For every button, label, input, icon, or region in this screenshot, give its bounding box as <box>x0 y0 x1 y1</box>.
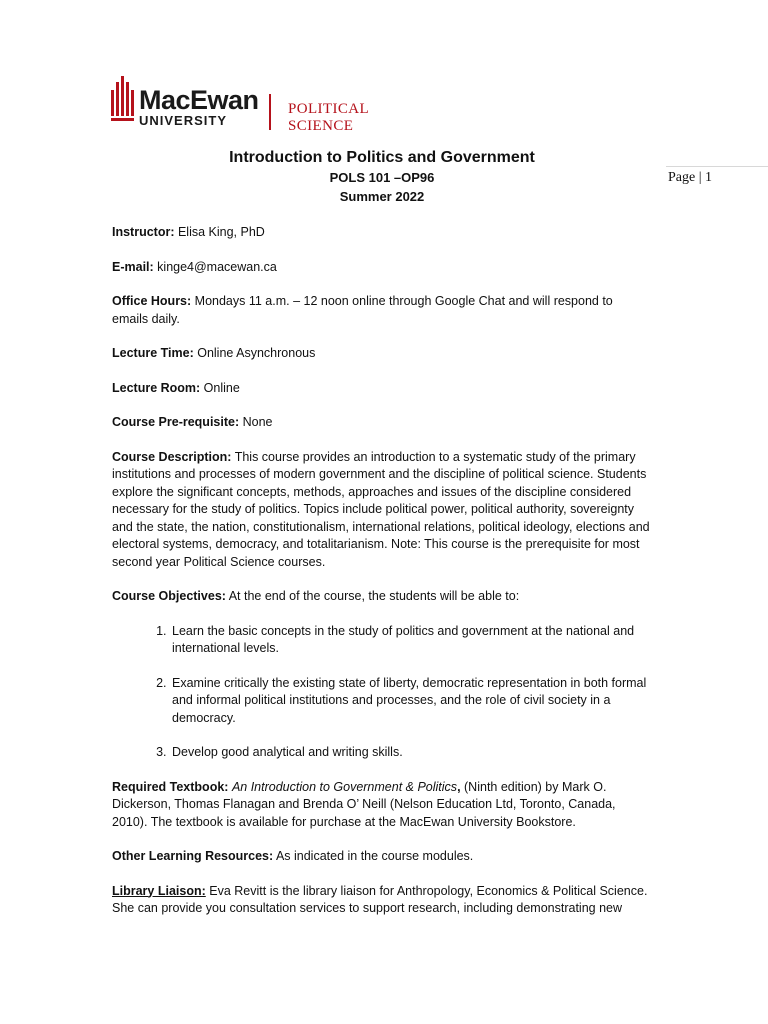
lecture-room-field <box>112 380 652 398</box>
description-field <box>112 449 652 572</box>
textbook-comma: , <box>457 779 461 794</box>
other-resources-label: Other Learning Resources: <box>112 849 274 863</box>
textbook-title: An Introduction to Government & Politics <box>231 779 458 794</box>
office-hours-label: Office Hours: <box>112 294 192 308</box>
description-value: This course provides an introduction to a systematic study of the primary institutions and processes of modern government and the discipline of political science. Students explore the significant concepts, methods, approaches and issues of the discipline considered necessary for the study of politics. Topics include political power, political authority, sovereignty and the state, the nation, constitutionalism, international relations, political ideology, elections and electoral systems, democracy, and totalitarianism. Note: This course is the prerequisite for most second year Political Science courses. <box>112 449 650 569</box>
list-item: 1. Learn the basic concepts in the study of politics and government at the national and international levels. <box>170 623 652 658</box>
objectives-list <box>112 623 652 762</box>
other-resources-field <box>112 848 652 866</box>
textbook-label: Required Textbook: <box>112 779 229 794</box>
logo-subtitle: UNIVERSITY <box>139 113 228 128</box>
textbook-details: (Ninth edition) by Mark O. Dickerson, Thomas Flanagan and Brenda O’ Neill (Nelson Education Ltd, Toronto, Canada, 2010). The textbook is available for purchase at the MacEwan University Bookstore. <box>112 779 616 829</box>
lecture-room-label: Lecture Room: <box>112 380 201 395</box>
course-term: Summer 2022 <box>339 189 425 204</box>
lecture-time-value: Online Asynchronous <box>193 346 316 360</box>
page-number: Page | 1 <box>668 170 713 185</box>
email-field <box>112 259 652 277</box>
office-hours-value: Mondays 11 a.m. – 12 noon online through Google Chat and will respond to emails daily. <box>112 294 613 326</box>
instructor-field <box>112 224 652 242</box>
email-label: E-mail: <box>112 259 154 274</box>
description-label: Course Description: <box>112 449 232 464</box>
macewan-emblem-icon <box>111 76 137 122</box>
course-title: Introduction to Politics and Government <box>229 149 535 166</box>
objectives-intro: At the end of the course, the students will be able to: <box>225 589 520 603</box>
prerequisite-field <box>112 414 652 432</box>
course-code: POLS 101 –OP96 <box>329 170 435 185</box>
other-resources-value: As indicated in the course modules. <box>273 849 474 863</box>
objectives-field <box>112 588 652 606</box>
lecture-room-value: Online <box>200 380 240 395</box>
instructor-label: Instructor: <box>112 225 175 239</box>
logo-divider <box>269 94 271 130</box>
instructor-value: Elisa King, PhD <box>174 225 265 239</box>
department-name: POLITICAL SCIENCE <box>288 101 369 134</box>
syllabus-body <box>112 224 652 935</box>
header-rule <box>666 166 768 167</box>
objectives-label: Course Objectives: <box>112 589 226 603</box>
library-value: Eva Revitt is the library liaison for Anthropology, Economics & Political Science. She can provide you consultation services to support research, including demonstrating new <box>112 883 648 915</box>
course-heading <box>112 148 652 206</box>
email-value[interactable]: kinge4@macewan.ca <box>153 259 277 274</box>
office-hours-field <box>112 293 652 328</box>
prerequisite-label: Course Pre-requisite: <box>112 415 240 429</box>
lecture-time-label: Lecture Time: <box>112 346 194 360</box>
lecture-time-field <box>112 345 652 363</box>
prerequisite-value: None <box>239 415 273 429</box>
textbook-field <box>112 779 652 832</box>
list-item: 2. Examine critically the existing state of liberty, democratic representation in both formal and informal political institutions and processes, and the role of civil society in a democracy. <box>170 675 652 728</box>
library-label: Library Liaison: <box>112 883 206 898</box>
macewan-logo <box>111 74 431 134</box>
logo-wordmark: MacEwan <box>139 85 259 115</box>
list-item: 3. Develop good analytical and writing skills. <box>170 744 652 762</box>
library-field <box>112 883 652 918</box>
